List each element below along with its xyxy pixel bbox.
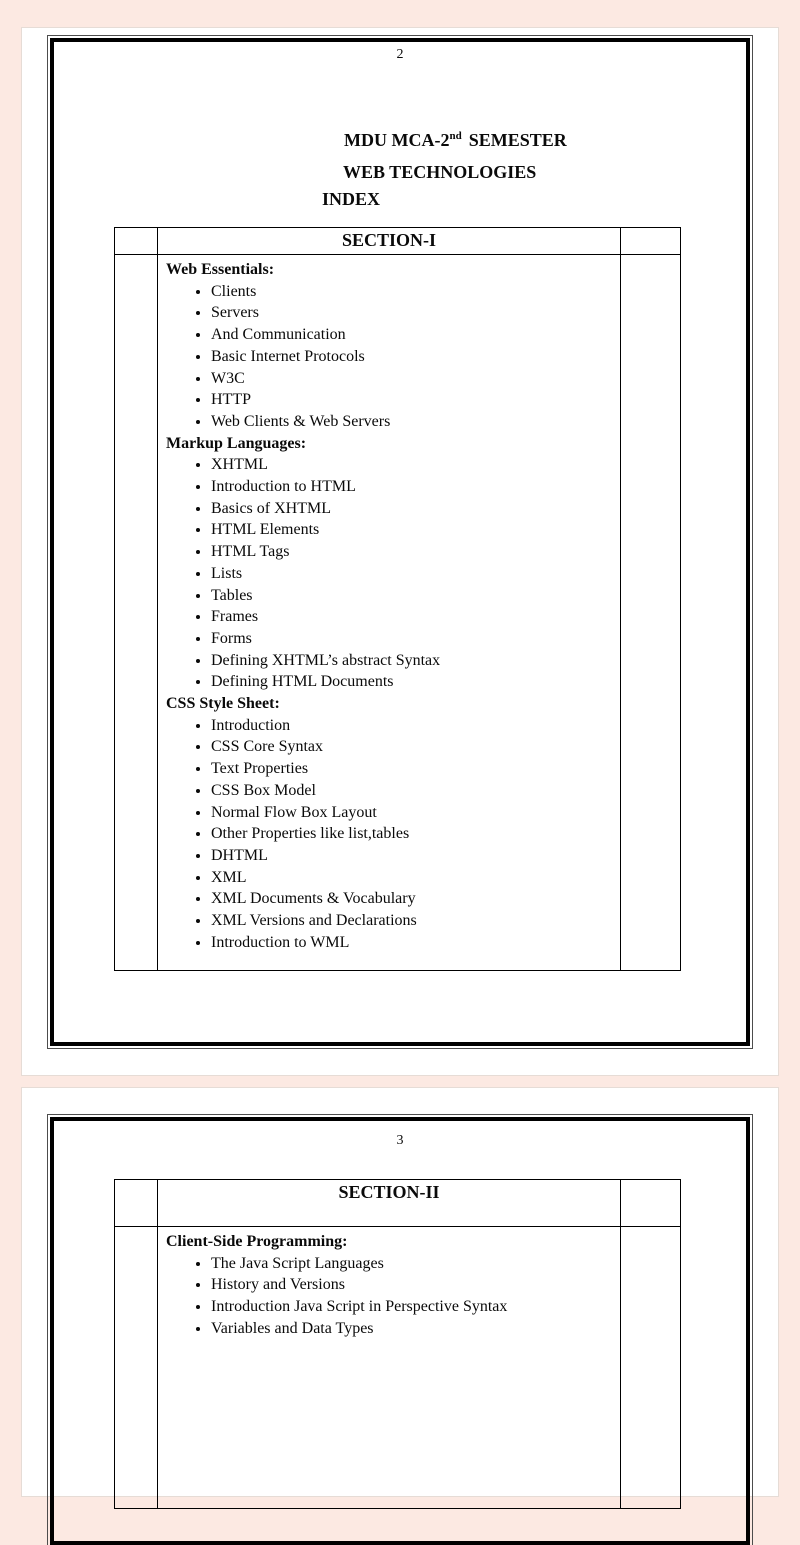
list-item: • Variables and Data Types xyxy=(211,1318,612,1340)
table-header-right-cell xyxy=(621,1180,680,1226)
list-item: • Basic Internet Protocols xyxy=(211,346,612,368)
table-body-right-cell xyxy=(621,1227,680,1509)
list-item: • W3C xyxy=(211,368,612,390)
document-title xyxy=(344,126,567,151)
topic-list xyxy=(166,715,612,954)
list-item: • CSS Core Syntax xyxy=(211,736,612,758)
index-table-section-1 xyxy=(114,227,681,971)
list-item: • DHTML xyxy=(211,845,612,867)
list-item: • HTTP xyxy=(211,389,612,411)
list-item: • Introduction to HTML xyxy=(211,476,612,498)
topic-group-title: Client-Side Programming: xyxy=(166,1233,348,1250)
topic-list xyxy=(166,454,612,693)
list-item: • Frames xyxy=(211,606,612,628)
table-body-main-cell xyxy=(157,255,621,971)
table-header-main-cell xyxy=(157,1180,621,1226)
index-heading: INDEX xyxy=(322,189,381,209)
list-item: • Other Properties like list,tables xyxy=(211,823,612,845)
list-item: • Servers xyxy=(211,302,612,324)
list-item: • Defining XHTML’s abstract Syntax xyxy=(211,650,612,672)
list-item: • Clients xyxy=(211,281,612,303)
page-number: 3 xyxy=(396,1133,404,1148)
list-item: • XML Versions and Declarations xyxy=(211,910,612,932)
table-header-row xyxy=(115,1180,680,1227)
table-body-main-cell xyxy=(157,1227,621,1509)
document-subtitle: WEB TECHNOLOGIES xyxy=(343,162,537,182)
table-header-left-cell xyxy=(115,228,157,254)
topic-group-title: Markup Languages: xyxy=(166,434,307,452)
topic-list xyxy=(166,281,612,433)
page-card-3 xyxy=(21,1087,779,1497)
list-item: • HTML Elements xyxy=(211,519,612,541)
list-item: • Web Clients & Web Servers xyxy=(211,411,612,433)
table-header-left-cell xyxy=(115,1180,157,1226)
table-body-right-cell xyxy=(621,255,680,971)
table-header-main-cell xyxy=(157,228,621,254)
topic-group-title: Web Essentials: xyxy=(166,261,275,278)
list-item: • XML Documents & Vocabulary xyxy=(211,888,612,910)
title-ordinal-suffix: nd xyxy=(449,130,462,142)
list-item: • CSS Box Model xyxy=(211,780,612,802)
table-header-row xyxy=(115,228,680,255)
table-header-right-cell xyxy=(621,228,680,254)
topic-list xyxy=(166,1253,612,1340)
list-item: • Normal Flow Box Layout xyxy=(211,802,612,824)
list-item: • Basics of XHTML xyxy=(211,498,612,520)
section-title: SECTION-II xyxy=(338,1182,440,1202)
page-number: 2 xyxy=(396,47,404,62)
list-item: • Introduction xyxy=(211,715,612,737)
list-item: • Introduction Java Script in Perspective Syntax xyxy=(211,1296,612,1318)
list-item: • XML xyxy=(211,867,612,889)
title-semester: SEMESTER xyxy=(468,130,567,150)
list-item: • HTML Tags xyxy=(211,541,612,563)
table-body-left-cell xyxy=(115,255,157,971)
list-item: • XHTML xyxy=(211,454,612,476)
list-item: • Forms xyxy=(211,628,612,650)
list-item: • Defining HTML Documents xyxy=(211,671,612,693)
page-card-2 xyxy=(21,27,779,1076)
table-body-row xyxy=(115,255,680,971)
list-item: • And Communication xyxy=(211,324,612,346)
list-item: • Text Properties xyxy=(211,758,612,780)
list-item: • Tables xyxy=(211,585,612,607)
list-item: • Introduction to WML xyxy=(211,932,612,954)
section-title: SECTION-I xyxy=(341,230,437,251)
list-item: • Lists xyxy=(211,563,612,585)
list-item: • History and Versions xyxy=(211,1274,612,1296)
table-body-left-cell xyxy=(115,1227,157,1509)
title-prefix: MDU MCA-2 xyxy=(344,130,450,150)
topic-group-title: CSS Style Sheet: xyxy=(166,695,280,713)
index-table-section-2 xyxy=(114,1179,681,1509)
table-body-row xyxy=(115,1227,680,1509)
list-item: • The Java Script Languages xyxy=(211,1253,612,1275)
